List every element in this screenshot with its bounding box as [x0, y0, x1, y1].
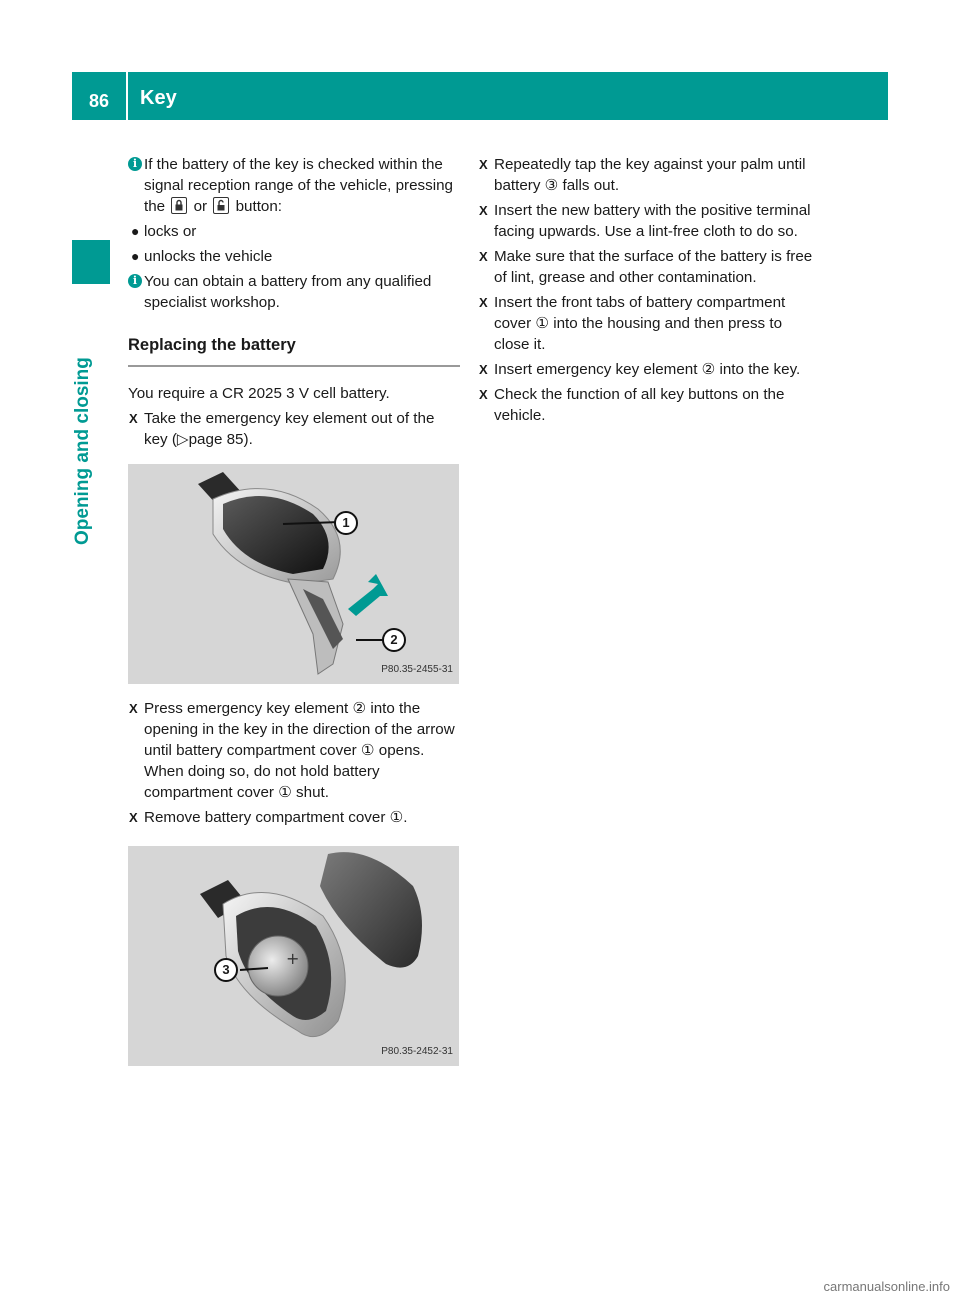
- step-text: Check the function of all key buttons on the vehicle.: [494, 386, 785, 424]
- figure-id: P80.35-2455-31: [381, 664, 453, 675]
- left-column: [128, 154, 460, 1080]
- step-item: [478, 384, 818, 426]
- watermark: carmanualsonline.info: [823, 1279, 950, 1294]
- svg-text:+: +: [286, 949, 300, 968]
- page-ref-icon: ▷: [176, 431, 189, 448]
- step-item: [478, 154, 818, 196]
- step-arrow-icon: X: [479, 157, 488, 172]
- header-divider: [126, 72, 128, 120]
- step-arrow-icon: X: [479, 203, 488, 218]
- step-text: Make sure that the surface of the battery is free of lint, grease and other contamination.: [494, 248, 813, 286]
- step-arrow-icon: X: [479, 249, 488, 264]
- unlock-icon: [213, 197, 229, 214]
- step-text: Insert the new battery with the positive terminal facing upwards. Use a lint-free cloth to do so.: [494, 202, 811, 240]
- callout-3: 3: [214, 958, 238, 982]
- step-arrow-icon: X: [129, 701, 138, 716]
- step-arrow-icon: X: [479, 362, 488, 377]
- step-arrow-icon: X: [129, 411, 138, 426]
- header-bar: [72, 72, 888, 120]
- side-tab-label: Opening and closing: [72, 357, 93, 545]
- bullet-icon: ●: [131, 248, 140, 264]
- lock-icon: [171, 197, 187, 214]
- list-item: [128, 246, 460, 267]
- right-column: [478, 154, 818, 430]
- info-note: [128, 271, 460, 313]
- list-item-text: locks or: [144, 223, 197, 240]
- step-arrow-icon: X: [479, 387, 488, 402]
- bullet-icon: ●: [131, 223, 140, 239]
- step-text: Remove battery compartment cover ①.: [144, 809, 408, 826]
- step-text: Repeatedly tap the key against your palm until battery ③ falls out.: [494, 156, 806, 194]
- subheading: Replacing the battery: [128, 335, 460, 367]
- page-ref-link[interactable]: page 85).: [188, 431, 253, 448]
- info-note: [128, 154, 460, 217]
- figure-key-emergency: [128, 464, 459, 684]
- callout-2: 2: [382, 628, 406, 652]
- list-item: [128, 221, 460, 242]
- step-item: [128, 698, 460, 803]
- figure-id: P80.35-2452-31: [381, 1046, 453, 1057]
- figure-battery-cover: [128, 846, 459, 1066]
- step-text: Insert emergency key element ② into the key.: [494, 361, 801, 378]
- step-arrow-icon: X: [479, 295, 488, 310]
- page-number: 86: [88, 90, 110, 111]
- step-item: [478, 359, 818, 380]
- note-text-after: button:: [235, 198, 283, 215]
- side-tab: [72, 357, 94, 545]
- step-text: Take the emergency key element out of the key (: [144, 410, 435, 448]
- side-block: [72, 240, 110, 284]
- step-arrow-icon: X: [129, 810, 138, 825]
- list-item-text: unlocks the vehicle: [144, 248, 273, 265]
- step-item: [478, 246, 818, 288]
- step-item: [128, 807, 460, 828]
- bullet-list: [128, 221, 460, 267]
- intro-paragraph: You require a CR 2025 3 V cell battery.: [128, 385, 390, 402]
- step-item: [478, 292, 818, 355]
- callout-1: 1: [334, 511, 358, 535]
- section-title: Key: [140, 86, 177, 109]
- info-icon: i: [128, 274, 142, 288]
- step-text: Insert the front tabs of battery compartment cover ① into the housing and then press to close it.: [494, 294, 786, 353]
- note-text-or: or: [193, 198, 208, 215]
- step-item: [478, 200, 818, 242]
- info-icon: i: [128, 157, 142, 171]
- note-text-before: If the battery of the key is checked within the signal reception range of the vehicle, pressing the: [144, 156, 454, 215]
- note-text: You can obtain a battery from any qualified specialist workshop.: [144, 273, 432, 311]
- step-text: Press emergency key element ② into the opening in the key in the direction of the arrow until battery compartment cover ① opens. When doing so, do not hold battery compartment cover ① shut.: [144, 700, 455, 801]
- key-illustration: [128, 464, 459, 684]
- battery-illustration: [128, 846, 459, 1066]
- step-item: [128, 408, 460, 450]
